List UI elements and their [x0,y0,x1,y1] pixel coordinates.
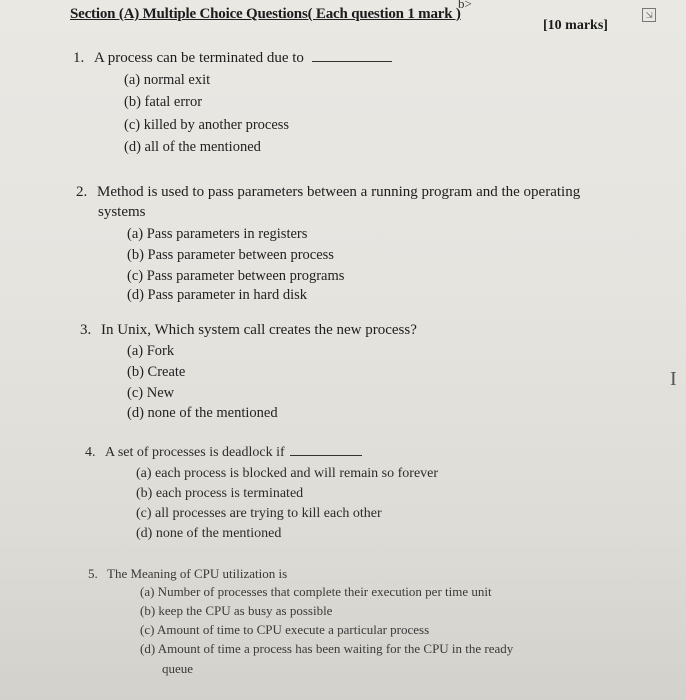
question-4 [85,445,362,461]
option: (a) normal exit [124,72,211,88]
total-marks: [10 marks] [543,18,608,33]
option-continued: queue [162,661,194,676]
question-number: 3. [80,322,92,338]
option: (d) Pass parameter in hard disk [127,287,307,303]
option: (a) Number of processes that complete their execution per time unit [140,584,492,599]
option: (b) keep the CPU as busy as possible [140,603,333,618]
option: (c) Amount of time to CPU execute a particular process [140,622,430,637]
question-text: A process can be terminated due to [94,50,304,66]
option: (c) Pass parameter between programs [127,268,345,284]
option: (d) all of the mentioned [124,139,261,155]
question-text: The Meaning of CPU utilization is [107,566,288,581]
question-text: Method is used to pass parameters between a running program and the operating [97,184,581,200]
option: (a) Pass parameters in registers [127,226,308,242]
question-number: 1. [73,50,85,66]
option: (a) each process is blocked and will remain so forever [136,466,439,481]
option: (c) all processes are trying to kill each other [136,506,382,521]
question-number: 5. [88,566,98,581]
section-header: Section (A) Multiple Choice Questions( Each question 1 mark ) [70,6,461,22]
option: (a) Fork [127,343,175,359]
question-text: In Unix, Which system call creates the new process? [101,322,417,338]
option: (b) Create [127,364,186,380]
option: (c) killed by another process [124,117,290,133]
question-5 [88,566,287,582]
question-number: 2. [76,184,88,200]
option: (b) each process is terminated [136,486,304,501]
question-number: 4. [85,445,96,460]
option: (d) none of the mentioned [136,526,282,541]
option: (d) none of the mentioned [127,405,278,421]
option: (b) fatal error [124,94,203,110]
option: (d) Amount of time a process has been waiting for the CPU in the ready [140,641,514,656]
resize-corner-icon[interactable]: ⇲ [642,8,656,22]
answer-blank [290,455,362,456]
option: (b) Pass parameter between process [127,247,334,263]
question-3 [80,322,417,339]
handwritten-mark: b> [458,0,472,11]
question-2 [76,184,580,201]
text-cursor-icon: I [670,368,677,390]
answer-blank [312,61,392,62]
question-1 [73,50,392,67]
option: (c) New [127,385,175,401]
question-text: A set of processes is deadlock if [105,445,285,460]
question-text-continued: systems [98,204,146,220]
